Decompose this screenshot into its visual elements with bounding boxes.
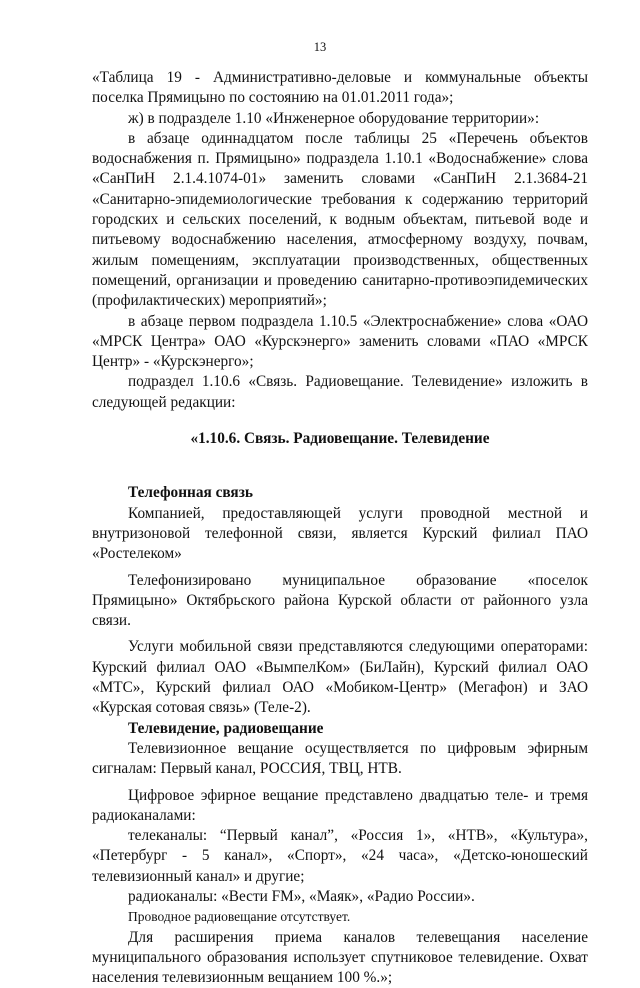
paragraph-table-19: «Таблица 19 - Административно-деловые и коммунальные объекты поселка Прямицыно по состоянию на 01.01.2011 года»; bbox=[92, 69, 588, 107]
paragraph-digital-broadcast: Цифровое эфирное вещание представлено двадцатью теле- и тремя радиоканалами: bbox=[92, 786, 588, 824]
paragraph-wired-radio: Проводное радиовещание отсутствует. bbox=[128, 909, 351, 925]
paragraph-satellite-tv: Для расширения приема каналов телевещания население муниципального образования использует спутниковое телевидение. Охват населения телевизионным вещанием 100 %.»; bbox=[92, 928, 588, 987]
paragraph-water-supply: в абзаце одиннадцатом после таблицы 25 «Перечень объектов водоснабжения п. Прямицыно» подраздела 1.10.1 «Водоснабжение» слова «СанПиН 2.1.4.1074-01» заменить словами «СанПиН 2.1.3684-21 «Санитарно-эпидемиологические требования к содержанию территорий городских и сельских поселений, к водным объектам, питьевой воде и питьевому водоснабжению населения, атмосферному воздуху, почвам, жилым помещениям, эксплуатации производственных, общественных помещений, организации и проведению санитарно-противоэпидемических (профилактических) мероприятий»; bbox=[92, 129, 588, 310]
paragraph-radio-channels: радиоканалы: «Вести FM», «Маяк», «Радио России». bbox=[128, 887, 475, 905]
page-number: 13 bbox=[313, 40, 327, 54]
document-body bbox=[92, 68, 588, 988]
paragraph-telephonization: Телефонизировано муниципальное образование «поселок Прямицыно» Октябрьского района Курской области от районного узла связи. bbox=[92, 571, 588, 630]
paragraph-item-zh: ж) в подразделе 1.10 «Инженерное оборудование территории»: bbox=[128, 109, 540, 127]
section-heading: «1.10.6. Связь. Радиовещание. Телевидение bbox=[190, 430, 490, 448]
paragraph-tv-broadcast: Телевизионное вещание осуществляется по цифровым эфирным сигналам: Первый канал, РОССИЯ, ТВЦ, НТВ. bbox=[92, 739, 588, 778]
subheading-telephone: Телефонная связь bbox=[128, 484, 253, 502]
paragraph-tv-channels: телеканалы: “Первый канал”, «Россия 1», «НТВ», «Культура», «Петербург - 5 канал», «Спорт», «24 часа», «Детско-юношеский телевизионный канал» и другие; bbox=[92, 827, 588, 885]
subheading-tv-radio: Телевидение, радиовещание bbox=[128, 719, 324, 737]
paragraph-electricity: в абзаце первом подраздела 1.10.5 «Электроснабжение» слова «ОАО «МРСК Центра» ОАО «Курскэнерго» заменить словами «ПАО «МРСК Центр» - «Курскэнерго»; bbox=[92, 312, 588, 371]
paragraph-mobile-operators: Услуги мобильной связи представляются следующими операторами: Курский филиал ОАО «ВымпелКом» (БиЛайн), Курский филиал ОАО «МТС», Курский филиал ОАО «Мобиком-Центр» (Мегафон) и ЗАО «Курская сотовая связь» (Теле-2). bbox=[92, 638, 588, 717]
paragraph-telephone-provider: Компанией, предоставляющей услуги проводной местной и внутризоновой телефонной связи, является Курский филиал ПАО «Ростелеком» bbox=[92, 504, 588, 563]
paragraph-subsection-communication: подраздел 1.10.6 «Связь. Радиовещание. Телевидение» изложить в следующей редакции: bbox=[92, 373, 588, 411]
